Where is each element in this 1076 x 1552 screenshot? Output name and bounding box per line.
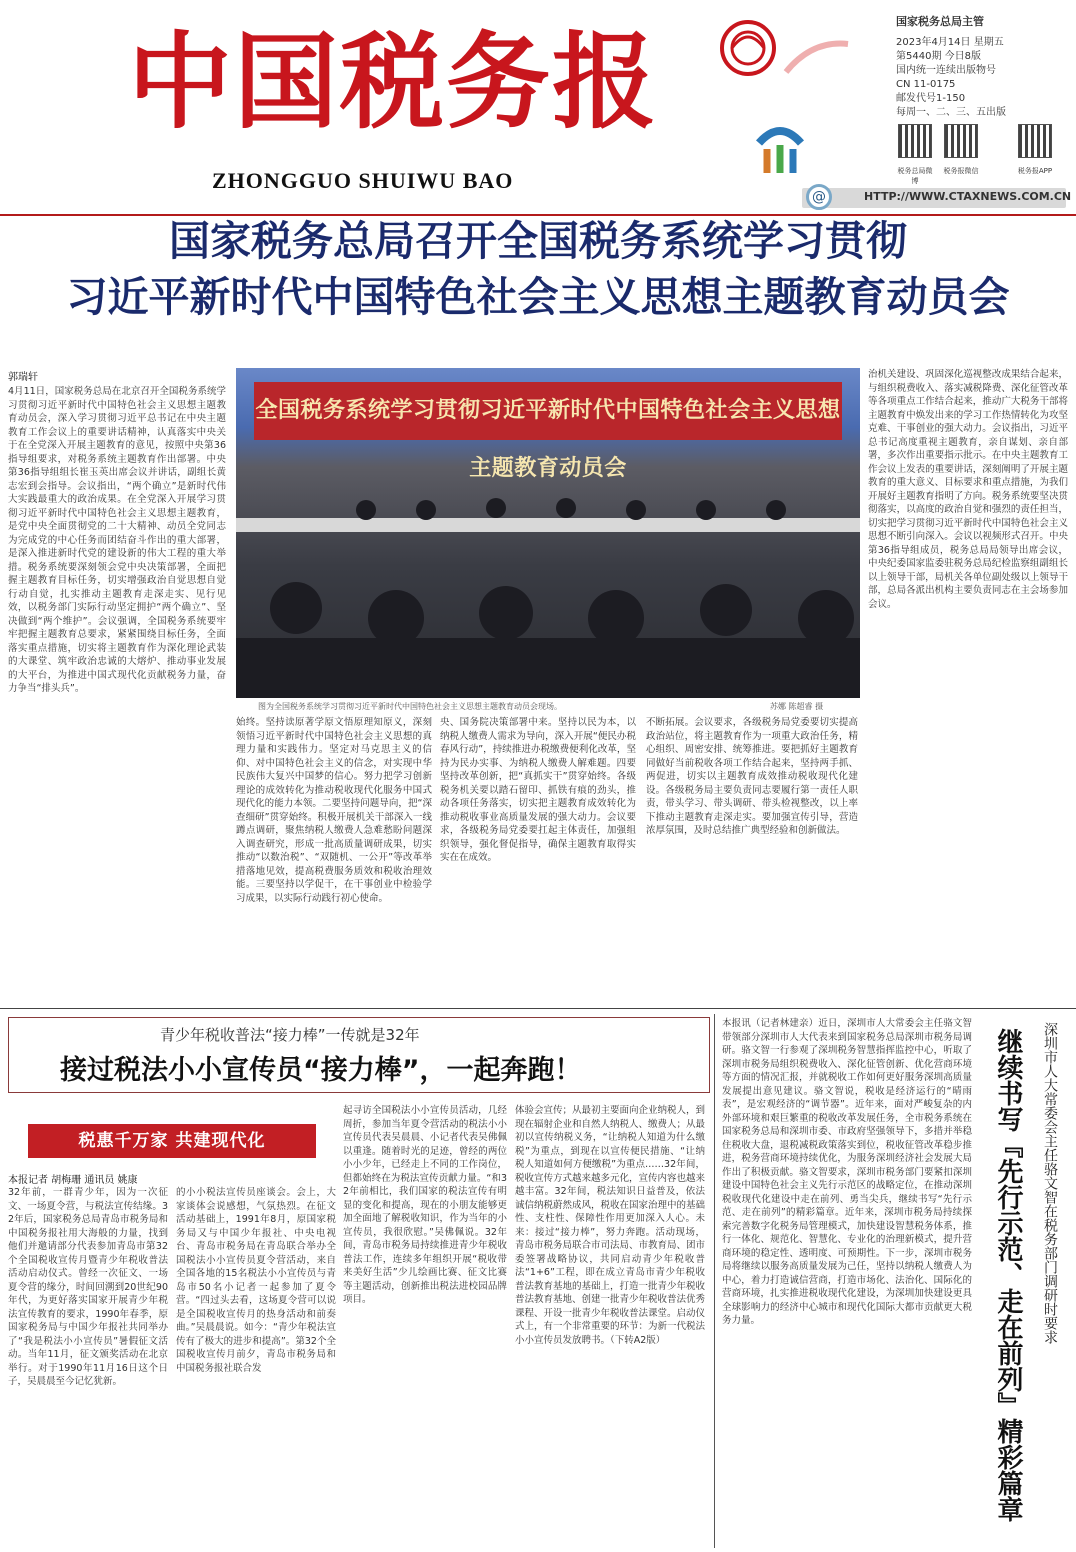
feature-column-3: 起寻访全国税法小小宣传员活动，几经周折，参加当年夏令营活动的税法小小宣传员代表吴晨晨、小记者代表吴佛佩以重逢。随着时光的足迹，曾经的两位小小少年，已经走上不同的工作岗位，但都始终在为税法宣传贡献力量。“和32年前相比，我们国家的税法宣传有明显的变化和提高，现在的小朋友能够更加全面地了解税收知识，作为当年的小宣传员，我很欣慰。”吴佛佩说。32年间，青岛市税务局持续推进青少年税收普法工作，连续多年组织开展“税收带来美好生活”少儿绘画比赛、征文比赛等主题活动，创新推出税法进校园品牌项目。 (343, 1105, 507, 1305)
sidebar-divider (714, 1014, 715, 1548)
sidebar-kicker: 深圳市人大常委会主任骆文智在税务部门调研时要求 (1042, 1022, 1058, 1344)
feature-byline: 本报记者 胡梅珊 通讯员 姚康 (8, 1175, 138, 1186)
column-tag: 税惠千万家 共建现代化 (28, 1124, 316, 1158)
audience-silhouettes (236, 468, 860, 698)
masthead-rule (0, 214, 1076, 216)
lead-headline-line2: 习近平新时代中国特色社会主义思想主题教育动员会 (66, 273, 1010, 321)
section-divider (0, 1008, 1076, 1009)
lead-column-1: 4月11日，国家税务总局在北京召开全国税务系统学习贯彻习近平新时代中国特色社会主义思想主题教育动员会，深入学习贯彻习近平总书记在中央主题教育工作会议上的重要讲话精神，认真落实中央关于在全党深入开展主题教育的意见，按照中央第36指导组要求，对税务系统主题教育作出部署。中央第36指导组组长崔玉英出席会议并讲话，副组长黄志宏到会指导。会议指出，“两个确立”是新时代伟大实践最重大的政治成果。在全党深入开展学习贯彻习近平新时代中国特色社会主义思想主题教育，是党中央全面贯彻党的二十大精神、动员全党同志为完成党的中心任务而团结奋斗作出的重大部署，是深入推进新时代党的建设新的伟大工程的重大举措。税务系统要深刻领会党中央决策部署，全面把握主题教育目标任务，切实增强政治自觉思想自觉行动自觉，扎实推动主题教育走深走实、见行见效，以税务部门实际行动坚定拥护“两个确立”、坚决做到“两个维护”。会议强调，全国税务系统要牢牢把握主题教育总要求，紧紧围绕目标任务，全面落实重点措施，切实将主题教育作为深化理论武装的大课堂、筑牢政治忠诚的大熔炉、推动事业发展的大平台，为推进中国式现代化贡献税务力量，奋力争当“排头兵”。 (8, 386, 226, 694)
photo-caption: 图为全国税务系统学习贯彻习近平新时代中国特色社会主义思想主题教育动员会现场。 (258, 702, 562, 711)
lead-column-3: 央、国务院决策部署中来。坚持以民为本，以纳税人缴费人需求为导向，深入开展“便民办税春风行动”，持续推进办税缴费便利化改革，坚持为民办实事、为纳税人缴费人解难题。四要坚持改革创新，把“真抓实干”贯穿始终。各级税务机关要以踏石留印、抓铁有痕的劲头，推动各项任务落实，切实把主题教育成效转化为推动税收事业高质量发展的强大动力。会议要求，各级税务局党委要扛起主体责任，加强组织领导，强化督促指导，确保主题教育取得实实在在成效。 (440, 717, 636, 863)
feature-column-4: 体验会宣传；从最初主要面向企业纳税人，到现在辐射企业和自然人纳税人、缴费人；从最初以宣传纳税义务，“让纳税人知道为什么缴税”为重点，到现在以宣传便民措施、“让纳税人知道如何方便缴税”为重点……32年间，税收宣传方式越来越多元化，宣传内容也越来越丰富。32年间，税法知识日益普及，依法诚信纳税蔚然成风，税收在国家治理中的基础性、支柱性、保障性作用更加深入人心。未来：接过“接力棒”，努力奔跑。活动现场，青岛市税务局联合市司法局、市教育局、团市委签署战略协议，共同启动青少年税收普法“1+6”工程，即在成立青岛市青少年税收普法教育基地的基础上，打造一批青少年税收普法教育基地、创建一批青少年税收普法优秀课程、开设一批青少年税收普法课堂。启动仪式上，有一个非常重要的环节：为新一代税法小小宣传员发放聘书。（下转A2版） (515, 1105, 705, 1346)
at-icon: @ (806, 184, 832, 210)
department-label: 国家税务总局主管 (896, 15, 984, 28)
qr-weibo-icon[interactable] (898, 124, 932, 158)
sidebar-body: 本报讯（记者林建亲）近日，深圳市人大常委会主任骆文智带领部分深圳市人大代表来到国家税务总局深圳市税务局调研。骆文智一行参观了深圳税务智慧指挥监控中心，听取了深圳市税务局组织税费收入、深化征管创新、优化营商环境等方面的情况汇报，并就税收工作如何更好服务深圳高质量发展提出意见建议。骆文智说，税收是经济运行的“晴雨表”，是宏观经济的“调节器”。近年来，面对严峻复杂的内外部环境和艰巨繁重的税收改革发展任务，全市税务系统在国家税务总局和深圳市委、市政府坚强领导下，多措并举稳住税收大盘，退税减税政策落实到位，税收征管改革稳步推进，税务营商环境持续优化，为服务深圳经济社会发展大局作出了积极贡献。骆文智要求，深圳市税务部门要紧扣深圳建设中国特色社会主义先行示范区的战略定位，在推动深圳税收现代化建设中走在前列、勇当尖兵，继续书写“先行示范、走在前列”的精彩篇章。近年来，深圳市税务局持续探索完善数字化税务局管理模式，加快建设智慧税务体系，推行一体化、规范化、智慧化、专业化的治理新模式，提升营商环境的稳定性、透明度、可预期性。下一步，深圳市税务局将继续以服务高质量发展为己任，坚持以纳税人缴费人为中心，着力打造诚信营商，打造市场化、法治化、国际化的营商环境，扎实推进税收现代化建设，为深圳加快建设更具全球影响力的经济中心城市和现代化国际大都市贡献更大税务力量。 (722, 1018, 972, 1326)
issue-metadata: 2023年4月14日 星期五 第5440期 今日8版 国内统一连续出版物号 CN 11-0175 邮发代号1-150 每周一、二、三、五出版 (896, 37, 1006, 118)
lead-column-4: 不断拓展。会议要求，各级税务局党委要切实提高政治站位，将主题教育作为一项重大政治任务，精心组织、周密安排、统筹推进。要把抓好主题教育同做好当前税收各项工作结合起来，坚持两手抓、两促进，切实以主题教育成效推动税收现代化建设。各级税务局主要负责同志要履行第一责任人职责，带头学习、带头调研、带头检视整改，以上率下推动主题教育走深走实。要加强宣传引导，营造浓厚氛围，及时总结推广典型经验和创新做法。 (646, 717, 858, 836)
newspaper-logo-icon (718, 18, 778, 78)
qr-wechat-icon[interactable] (944, 124, 978, 158)
feature-column-2: 的小小税法宣传员座谈会。会上，大家谈体会说感想，气氛热烈。在征文活动基础上，1991年8月，原国家税务局又与中国少年报社、中央电视台、青岛市税务局在青岛联合举办全国税法小小宣传员夏令营活动，来自全国各地的15名税法小小宣传员与青岛市50名小记者一起参加了夏令营。“四过头去看，这场夏令营可以说是全国税收宣传月的热身活动和前奏曲。”吴晨晨说。如今：“青少年税法宣传有了极大的进步和提高”。第32个全国税收宣传月前夕，青岛市税务局和中国税务报社联合发 (176, 1187, 336, 1374)
qr-label-weibo: 税务总局微博 (897, 167, 933, 185)
lead-headline-line1: 国家税务总局召开全国税务系统学习贯彻 (169, 217, 907, 265)
sidebar-headline: 继续书写『先行示范、走在前列』精彩篇章 (993, 1028, 1023, 1522)
masthead-emblem-icon (782, 36, 852, 76)
website-url[interactable]: HTTP://WWW.CTAXNEWS.COM.CN (864, 190, 1072, 203)
lead-column-2: 始终。坚持读原著学原文悟原理知原义，深刻领悟习近平新时代中国特色社会主义思想的真理力量和实践伟力。坚定对马克思主义的信仰、对中国特色社会主义的信念，对实现中华民族伟大复兴中国梦的信心。努力把学习创新理论的成效转化为推动税收现代化服务中国式现代化的能力本领。二要坚持问题导向，把“深查细研”贯穿始终。积极开展机关干部深入一线蹲点调研，聚焦纳税人缴费人急难愁盼问题深入调查研究，形成一批高质量调研成果，切实推动“以数治税”、“双随机、一公开”等改革举措落地见效，提高税费服务质效和税收治理效能。三要坚持以学促干，在干事创业中检验学习成果，以实际行动践行初心使命。 (236, 717, 432, 904)
qr-label-app: 税务报APP (1017, 167, 1053, 175)
tax-arrow-logo-icon (753, 115, 807, 175)
masthead-title: 中国税务报 (128, 20, 659, 143)
photo-credit: 苏娜 陈超睿 摄 (770, 702, 824, 711)
feature-column-1: 32年前，一群青少年，因为一次征文、一场夏令营，与税法宣传结缘。32年后，国家税务总局青岛市税务局和中国税务报社用大海般的力量，找到他们并邀请部分代表参加青岛市第32个全国税收宣传月暨青少年税收普法活动启动仪式。曾经一次征文、一场夏令营的缘分，时间回溯到20世纪90年代，为更好落实国家开展青少年税法宣传教育的要求，1990年春季，原国家税务局与中国少年报社共同举办了“我是税法小小宣传员”暑假征文活动。当年11月，征文颁奖活动在北京举行。对于1990年11月16日这个日子，吴晨晨至今记忆犹新。 (8, 1187, 168, 1387)
lead-column-5: 治机关建设、巩固深化巡视整改成果结合起来，与组织税费收入、落实减税降费、深化征管改革等各项重点工作结合起来，推动广大税务干部将主题教育中焕发出来的学习工作热情转化为攻坚克难、干事创业的强大动力。会议指出，习近平总书记高度重视主题教育，亲自谋划、亲自部署，多次作出重要指示批示。在中央主题教育工作会议上发表的重要讲话，深刻阐明了开展主题教育的重大意义、目标要求和重点措施，为我们开展好主题教育指明了方向。税务系统要坚决贯彻落实，以高度的政治自觉和强烈的责任担当，切实把学习贯彻习近平新时代中国特色社会主义思想不断引向深入。会议以视频形式召开。中央第36指导组成员，税务总局局领导出席会议，中央纪委国家监委驻税务总局纪检监察组副组长以上领导干部，局机关各单位副处级以上领导干部，总局各派出机构主要负责同志在主会场参加会议。 (868, 369, 1068, 610)
qr-app-icon[interactable] (1018, 124, 1052, 158)
feature-kicker: 青少年税收普法“接力棒”一传就是32年 (160, 1026, 420, 1044)
meeting-photo (236, 368, 860, 698)
qr-label-wechat: 税务报微信 (943, 167, 979, 175)
feature-headline: 接过税法小小宣传员“接力棒”，一起奔跑！ (60, 1055, 582, 1086)
lead-byline: 郭瑞轩 (8, 372, 38, 383)
masthead-pinyin: ZHONGGUO SHUIWU BAO (212, 168, 514, 193)
photo-banner: 全国税务系统学习贯彻习近平新时代中国特色社会主义思想主题教育动员会 (254, 382, 842, 440)
